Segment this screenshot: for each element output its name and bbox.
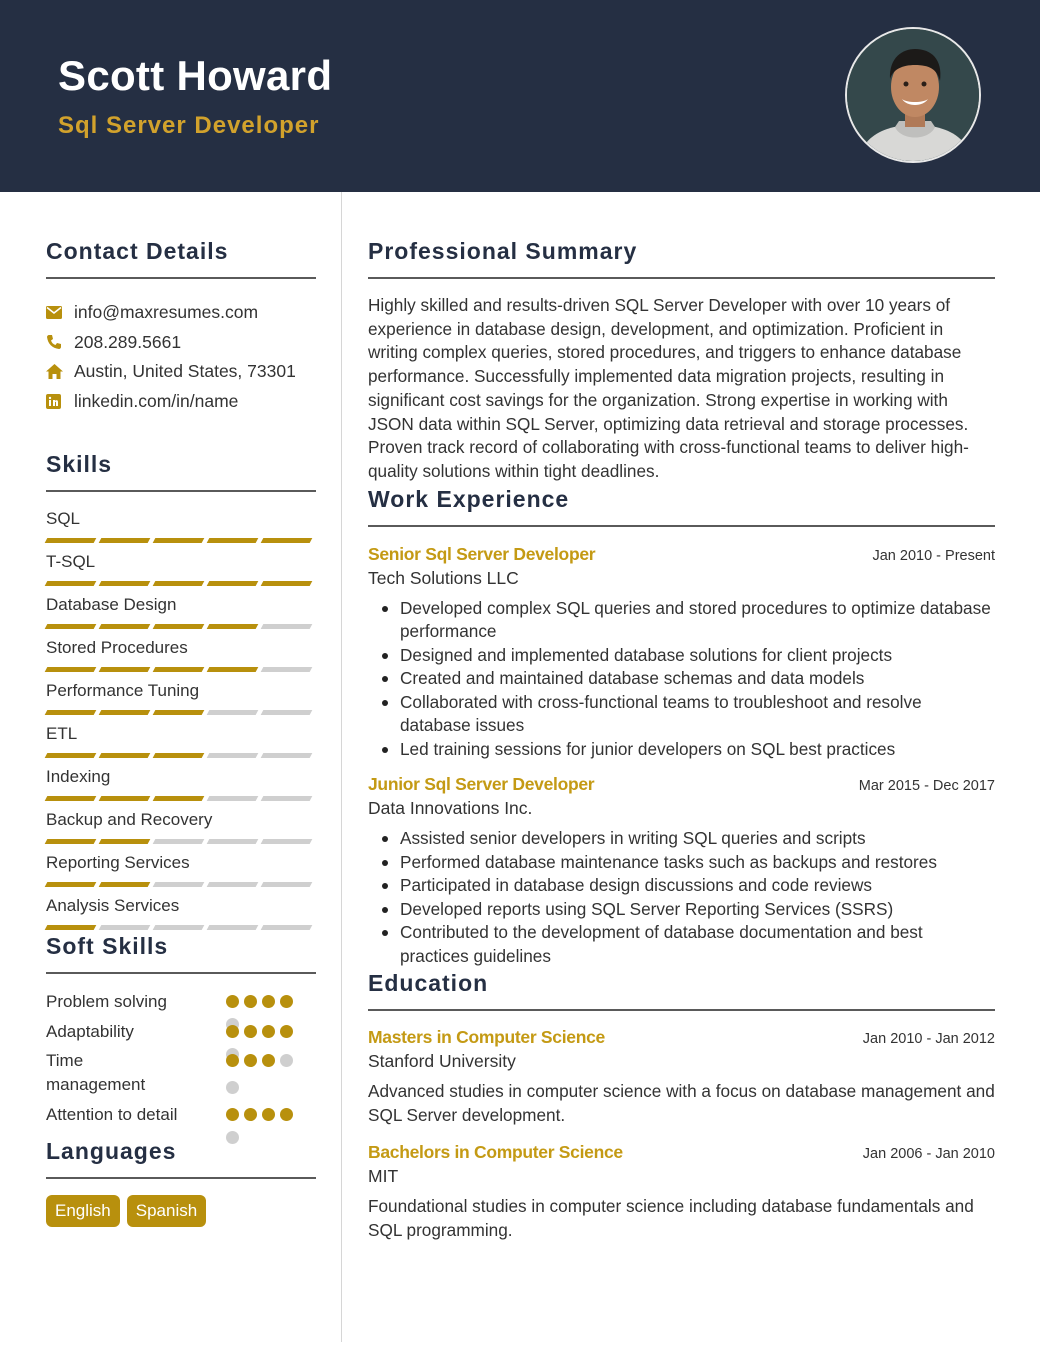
person-portrait-icon [847, 29, 981, 163]
skill-rating-segment [207, 538, 259, 543]
column-divider [341, 192, 342, 1342]
phone-icon [46, 333, 74, 351]
section-rule [46, 277, 316, 279]
contact-email-text: info@maxresumes.com [74, 302, 259, 323]
skill-rating-segment [45, 925, 97, 930]
skill-rating-segment [153, 538, 205, 543]
job-bullet: Developed complex SQL queries and stored procedures to optimize database performance [368, 597, 995, 644]
skill-rating [46, 538, 316, 543]
skill-name: Stored Procedures [46, 638, 188, 657]
profile-photo [845, 27, 981, 163]
contact-location [46, 357, 316, 387]
skill-rating-segment [45, 667, 97, 672]
skill-rating-segment [99, 839, 151, 844]
languages-heading: Languages [46, 1138, 177, 1164]
job-bullet: Participated in database design discussions and code reviews [368, 874, 995, 898]
skill-rating-segment [153, 753, 205, 758]
skill-rating-segment [99, 538, 151, 543]
soft-skill-dot [226, 995, 239, 1008]
skill-rating-segment [99, 624, 151, 629]
skill-rating [46, 882, 316, 887]
job-bullet: Collaborated with cross-functional teams to troubleshoot and resolve database issues [368, 691, 995, 738]
job-bullet: Created and maintained database schemas and data models [368, 667, 995, 691]
skill-name: Analysis Services [46, 896, 180, 915]
skill-rating-segment [45, 538, 97, 543]
skill-rating-segment [153, 882, 205, 887]
job-bullet: Assisted senior developers in writing SQL queries and scripts [368, 827, 995, 851]
soft-skill-item [46, 1020, 316, 1049]
skills-heading: Skills [46, 451, 113, 477]
skill-rating-segment [261, 710, 313, 715]
skill-item [46, 679, 316, 722]
contact-section [46, 238, 316, 416]
skill-rating-segment [153, 624, 205, 629]
soft-skill-dot [262, 1108, 275, 1121]
job-header [368, 544, 995, 565]
resume-header [0, 0, 1040, 192]
summary-section [368, 238, 995, 484]
section-rule [46, 972, 316, 974]
job-title: Senior Sql Server Developer [368, 543, 596, 564]
skill-name: Performance Tuning [46, 681, 200, 700]
contact-linkedin[interactable] [46, 387, 316, 417]
skill-rating-segment [261, 925, 313, 930]
skill-rating-segment [261, 796, 313, 801]
section-rule [46, 490, 316, 492]
skill-item [46, 507, 316, 550]
experience-section [368, 486, 995, 969]
soft-skill-item [46, 990, 316, 1020]
skill-item [46, 894, 316, 937]
job-dates: Mar 2015 - Dec 2017 [858, 778, 995, 795]
language-tag: Spanish [127, 1195, 206, 1227]
education-dates: Jan 2010 - Jan 2012 [862, 1031, 995, 1048]
soft-skill-dot [226, 1081, 239, 1094]
soft-skill-dot [280, 995, 293, 1008]
candidate-title: Sql Server Developer [58, 112, 320, 139]
skill-name: SQL [46, 509, 81, 528]
job-bullet: Designed and implemented database solutions for client projects [368, 644, 995, 668]
soft-skill-dot [244, 1108, 257, 1121]
soft-skill-dot [262, 1054, 275, 1067]
skill-rating-segment [99, 581, 151, 586]
soft-skill-dot [226, 1054, 239, 1067]
soft-skill-name: Problem solving [46, 992, 167, 1011]
education-heading: Education [368, 970, 489, 997]
skill-name: Database Design [46, 595, 177, 614]
skill-item [46, 851, 316, 894]
skill-rating-segment [99, 753, 151, 758]
job-dates: Jan 2010 - Present [872, 547, 995, 564]
skill-rating-segment [45, 839, 97, 844]
job-bullet: Contributed to the development of database documentation and best practices guidelines [368, 921, 995, 968]
linkedin-icon [46, 392, 74, 410]
education-header [368, 1142, 995, 1163]
skill-rating-segment [261, 839, 313, 844]
candidate-name: Scott Howard [58, 52, 333, 99]
job-bullets [368, 597, 995, 762]
education-degree: Bachelors in Computer Science [368, 1142, 623, 1163]
skill-rating-segment [153, 925, 205, 930]
skill-rating-segment [207, 796, 259, 801]
skill-item [46, 808, 316, 851]
skill-rating-segment [153, 710, 205, 715]
skill-rating [46, 925, 316, 930]
job-company: Data Innovations Inc. [368, 798, 533, 819]
right-column [368, 192, 995, 1242]
job-bullet: Developed reports using SQL Server Reporting Services (SSRS) [368, 898, 995, 922]
skill-item [46, 593, 316, 636]
skill-rating-segment [99, 796, 151, 801]
skill-rating-segment [153, 581, 205, 586]
soft-skill-dot [244, 995, 257, 1008]
skill-rating-segment [207, 839, 259, 844]
skill-rating-segment [207, 753, 259, 758]
skill-rating-segment [261, 538, 313, 543]
education-description: Advanced studies in computer science with a focus on database management and SQL Server development. [368, 1081, 995, 1125]
skill-rating-segment [153, 667, 205, 672]
skill-rating-segment [207, 581, 259, 586]
skill-rating-segment [45, 796, 97, 801]
experience-heading: Work Experience [368, 485, 570, 512]
soft-skill-dot [262, 995, 275, 1008]
soft-skill-dot [226, 1025, 239, 1038]
skill-rating [46, 796, 316, 801]
skill-item [46, 550, 316, 593]
education-entry [368, 1142, 995, 1242]
skill-rating-segment [261, 667, 313, 672]
section-rule [368, 525, 995, 527]
job-bullet: Led training sessions for junior developers on SQL best practices [368, 738, 995, 762]
job-company: Tech Solutions LLC [368, 567, 519, 588]
section-rule [368, 1009, 995, 1011]
skills-section [46, 451, 316, 937]
skill-name: ETL [46, 724, 78, 743]
contact-linkedin-text: linkedin.com/in/name [74, 390, 239, 411]
education-degree: Masters in Computer Science [368, 1027, 605, 1048]
job-bullets [368, 827, 995, 968]
soft-skill-name: Adaptability [46, 1022, 134, 1041]
languages-section [46, 1138, 316, 1227]
skill-rating [46, 624, 316, 629]
job-header [368, 774, 995, 795]
skill-rating-segment [45, 624, 97, 629]
skill-rating [46, 710, 316, 715]
soft-skill-item [46, 1049, 316, 1103]
skill-rating-segment [207, 624, 259, 629]
envelope-icon [46, 304, 74, 322]
skill-rating-segment [99, 710, 151, 715]
skill-rating-segment [261, 624, 313, 629]
education-section [368, 970, 995, 1242]
job-entry [368, 544, 995, 762]
soft-skill-dot [244, 1025, 257, 1038]
skill-rating-segment [45, 753, 97, 758]
skill-name: T-SQL [46, 552, 96, 571]
skill-rating-segment [261, 581, 313, 586]
soft-skill-dot [226, 1131, 239, 1144]
skill-rating-segment [45, 882, 97, 887]
skill-rating-segment [153, 839, 205, 844]
contact-email[interactable] [46, 298, 316, 328]
skill-name: Backup and Recovery [46, 810, 213, 829]
skill-item [46, 636, 316, 679]
language-tag: English [46, 1195, 120, 1227]
job-entry [368, 774, 995, 968]
education-description: Foundational studies in computer science including database fundamentals and SQL programming. [368, 1196, 974, 1240]
education-dates: Jan 2006 - Jan 2010 [862, 1146, 995, 1163]
soft-skill-dot [244, 1054, 257, 1067]
job-title: Junior Sql Server Developer [368, 774, 595, 795]
left-column [46, 192, 316, 1227]
soft-skill-dot [280, 1054, 293, 1067]
contact-phone[interactable] [46, 328, 316, 358]
job-bullet: Performed database maintenance tasks such as backups and restores [368, 851, 995, 875]
education-entry [368, 1027, 995, 1127]
skill-rating [46, 581, 316, 586]
skill-rating [46, 753, 316, 758]
education-school: MIT [368, 1166, 399, 1187]
soft-skill-item [46, 1103, 316, 1132]
education-header [368, 1027, 995, 1048]
skill-item [46, 722, 316, 765]
skill-rating-segment [207, 710, 259, 715]
skill-rating-segment [207, 667, 259, 672]
soft-skill-dot [262, 1025, 275, 1038]
section-rule [46, 1177, 316, 1179]
skill-rating-segment [99, 882, 151, 887]
soft-skill-name: Attention to detail [46, 1105, 178, 1124]
soft-skills-heading: Soft Skills [46, 933, 169, 959]
skill-rating-segment [207, 925, 259, 930]
soft-skill-dot [226, 1108, 239, 1121]
soft-skill-name: Time management [46, 1051, 146, 1094]
home-icon [46, 363, 74, 381]
summary-text: Highly skilled and results-driven SQL Server Developer with over 10 years of experience in database design, development, and optimization. Proficient in writing complex queries, stored procedures, and triggers to enhance database performance. Successfully implemented data migration projects, resulting in significant cost savings for the organization. Strong expertise in working with JSON data within SQL Server, optimizing data retrieval and storage processes. Proven track record of collaborating with cross-functional teams to deliver high-quality solutions within tight deadlines. [368, 295, 969, 481]
skill-name: Reporting Services [46, 853, 190, 872]
skill-name: Indexing [46, 767, 111, 786]
summary-heading: Professional Summary [368, 238, 638, 264]
contact-phone-text: 208.289.5661 [74, 331, 182, 352]
education-school: Stanford University [368, 1051, 516, 1072]
skill-rating [46, 839, 316, 844]
soft-skill-dot [280, 1108, 293, 1121]
skill-item [46, 765, 316, 808]
section-rule [368, 277, 995, 279]
skill-rating-segment [207, 882, 259, 887]
skill-rating-segment [99, 925, 151, 930]
skill-rating-segment [99, 667, 151, 672]
skill-rating-segment [261, 753, 313, 758]
skill-rating-segment [45, 581, 97, 586]
skill-rating [46, 667, 316, 672]
skill-rating-segment [261, 882, 313, 887]
soft-skills-section [46, 933, 316, 1132]
contact-heading: Contact Details [46, 238, 229, 264]
contact-location-text: Austin, United States, 73301 [74, 361, 296, 382]
skill-rating-segment [153, 796, 205, 801]
soft-skill-dot [280, 1025, 293, 1038]
skill-rating-segment [45, 710, 97, 715]
